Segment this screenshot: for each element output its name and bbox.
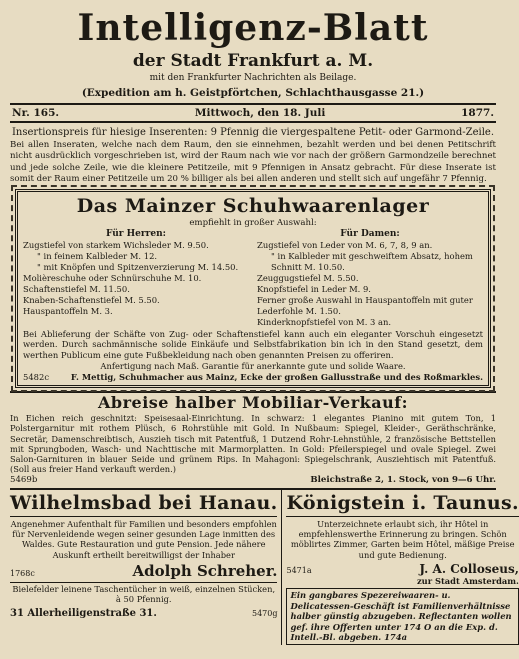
mainz-signature-row xyxy=(23,372,483,383)
furniture-sale-ad xyxy=(10,393,496,486)
wilhelmsbad-body: Angenehmer Aufenthalt für Familien und besonders empfohlen für Nervenleidende wegen seiner gesunden Lage inmitten des Waldes. Gute Restauration und gute Pension. Jede nähere Auskunft ertheilt bereitwilligst der Inhaber xyxy=(10,518,277,560)
men-item: " in feinem Kalbleder M. 12. xyxy=(37,250,158,261)
spezerei-ad-box: Ein gangbares Spezereiwaaren- u. Delicatessen-Geschäft ist Familienverhältnisse halber günstig abzugeben. Reflectanten wollen gef. ihre Offerten unter 174 O an die Exp. d. Intell.-Bl. abgeben. 174a xyxy=(286,588,518,645)
handkerchief-note: Bielefelder leinene Taschentücher in weiß, einzelnen Stücken, à 50 Pfennig. xyxy=(10,582,277,605)
furniture-address: Bleichstraße 2, 1. Stock, von 9—6 Uhr. xyxy=(310,474,496,485)
women-column xyxy=(249,229,483,328)
women-heading: Für Damen: xyxy=(340,228,400,239)
koenigstein-owner: J. A. Colloseus, xyxy=(419,561,519,576)
koenigstein-ref: 5471a xyxy=(286,565,312,575)
men-item: Knaben-Schaftenstiefel M. 5.50. xyxy=(23,294,160,305)
women-item: Knopfstiefel in Leder M. 9. xyxy=(257,283,371,294)
women-item: Ferner große Auswahl in Hauspantoffeln mit guter Lederfohle M. 1.50. xyxy=(257,294,473,316)
men-item: " mit Knöpfen und Spitzenverzierung M. 14.50. xyxy=(37,261,239,272)
ad-reference: 5482c xyxy=(23,372,50,382)
men-item: Schaftenstiefel M. 11.50. xyxy=(23,283,130,294)
koenigstein-ad xyxy=(282,490,518,645)
men-column xyxy=(23,229,249,328)
handkerchief-row xyxy=(10,607,277,620)
furniture-title: Abreise halber Mobiliar-Verkauf: xyxy=(98,393,408,412)
mainz-shoe-ad xyxy=(15,189,491,388)
women-item: " in Kalbleder mit geschweiftem Absatz, hohem Schnitt M. 10.50. xyxy=(271,250,473,272)
rates-body: Bei allen Inseraten, welche nach dem Raum, den sie einnehmen, bezahlt werden und bei denen Petitschrift nicht ausdrücklich vorgeschrieben ist, wird der Raum nach wie vor nach der größern Garmondzeile berechnet und jede solche Zeile, wie die kleinere Petitzeile, mit 9 Pfennigen in Ansatz gebracht. Für diese Inserate ist somit der Raum einer Petitzeile um 20 % billiger als bei allen anderen und stellt sich auf ungefähr 7 Pfennig. xyxy=(10,140,496,185)
women-item: Zeuggugstiefel M. 5.50. xyxy=(257,272,359,283)
insertion-rates xyxy=(10,126,496,186)
rates-headline: Insertionspreis für hiesige Inserenten: 9 Pfennig die viergespaltene Petit- oder Garmond-Zeile. xyxy=(11,127,494,138)
wilhelmsbad-owner: Adolph Schreher. xyxy=(132,561,278,580)
newspaper-title: Intelligenz-Blatt xyxy=(77,7,429,49)
handkerchief-ref: 5470g xyxy=(252,608,278,618)
mainz-subtitle: empfiehlt in großer Auswahl: xyxy=(189,217,317,228)
wilhelmsbad-title: Wilhelmsbad bei Hanau. xyxy=(10,490,277,517)
men-item: Hauspantoffeln M. 3. xyxy=(23,305,113,316)
men-item: Zugstiefel von starkem Wichsleder M. 9.50. xyxy=(23,239,209,250)
issue-number: Nr. 165. xyxy=(12,107,60,119)
masthead xyxy=(10,6,496,101)
koenigstein-hotel: zur Stadt Amsterdam. xyxy=(416,575,519,586)
issue-year: 1877. xyxy=(461,107,494,119)
men-item: Molièreschuhe oder Schnürschuhe M. 10. xyxy=(23,272,202,283)
supplement-line: mit den Frankfurter Nachrichten als Beilage. xyxy=(149,73,357,83)
wilhelmsbad-ad xyxy=(10,490,282,645)
koenigstein-body: Unterzeichnete erlaubt sich, ihr Hôtel in empfehlenswerthe Erinnerung zu bringen. Schön möblirtes Zimmer, Garten beim Hôtel, mäßige Preise und gute Bedienung. xyxy=(290,518,515,560)
price-columns xyxy=(23,229,483,328)
expedition-line: (Expedition am h. Geistpförtchen, Schlachthausgasse 21.) xyxy=(81,87,425,99)
wilhelmsbad-ref: 1768c xyxy=(10,568,35,578)
women-item: Zugstiefel von Leder von M. 6, 7, 8, 9 an. xyxy=(257,239,433,250)
koenigstein-title: Königstein i. Taunus. xyxy=(286,490,518,517)
mainz-signature: F. Mettig, Schuhmacher aus Mainz, Ecke der großen Gallusstraße und des Roßmarkles. xyxy=(70,372,483,382)
women-item: Kinderknopfstiefel von M. 3 an. xyxy=(257,316,392,327)
furniture-footer xyxy=(10,475,496,486)
koenigstein-name-row xyxy=(286,562,518,576)
furniture-ref: 5469b xyxy=(10,474,38,485)
mainz-footer: Bei Ablieferung der Schäfte von Zug- oder Schaftenstiefel kann auch ein eleganter Vorschuh eingesetzt werden. Durch sachmännische solide Einkäufe und Selbstfabrikation bin ich in den Stand gesetzt, dem werthen Publicum eine gute Fußbekleidung nach oben genannten Preisen zu offeriren. xyxy=(23,328,483,360)
mainz-title: Das Mainzer Schuhwaarenlager xyxy=(76,194,430,217)
furniture-body: In Eichen reich geschnitzt: Speisesaal-Einrichtung. In schwarz: 1 elegantes Pianino mit gutem Ton, 1 Polstergarnitur mit rothem Plüsch, 6 Rohrstühle mit Gold. In Nußbaum: Spiegel, Kleider-, Geräthschränke, Secretär, Damenschreibtisch, Auszieh tisch mit Patentfuß, 1 Dutzend Rohr-Lehnstühle, 2 französische Bettstellen mit Sprungboden, Wasch- und Nachttische mit Marmorplatten. In Gold: Pfeilerspiegel und ovale Spiegel. Zwei Salon-Garnituren in blauer Seide und grünem Rips. In Mahagoni: Spiegelschrank, Ausziehtisch mit Patentfuß. (Soll aus freier Hand verkauft werden.) xyxy=(10,413,496,475)
dateline xyxy=(10,103,496,123)
issue-date: Mittwoch, den 18. Juli xyxy=(194,107,326,119)
handkerchief-address: 31 Allerheiligenstraße 31. xyxy=(10,607,157,619)
wilhelmsbad-name-row xyxy=(10,562,277,580)
bottom-ads xyxy=(10,488,519,645)
mainz-footer-2: Anfertigung nach Maß. Garantie für anerkannte gute und solide Waare. xyxy=(100,361,406,372)
newspaper-subtitle: der Stadt Frankfurt a. M. xyxy=(132,51,374,71)
men-heading: Für Herren: xyxy=(106,228,166,239)
